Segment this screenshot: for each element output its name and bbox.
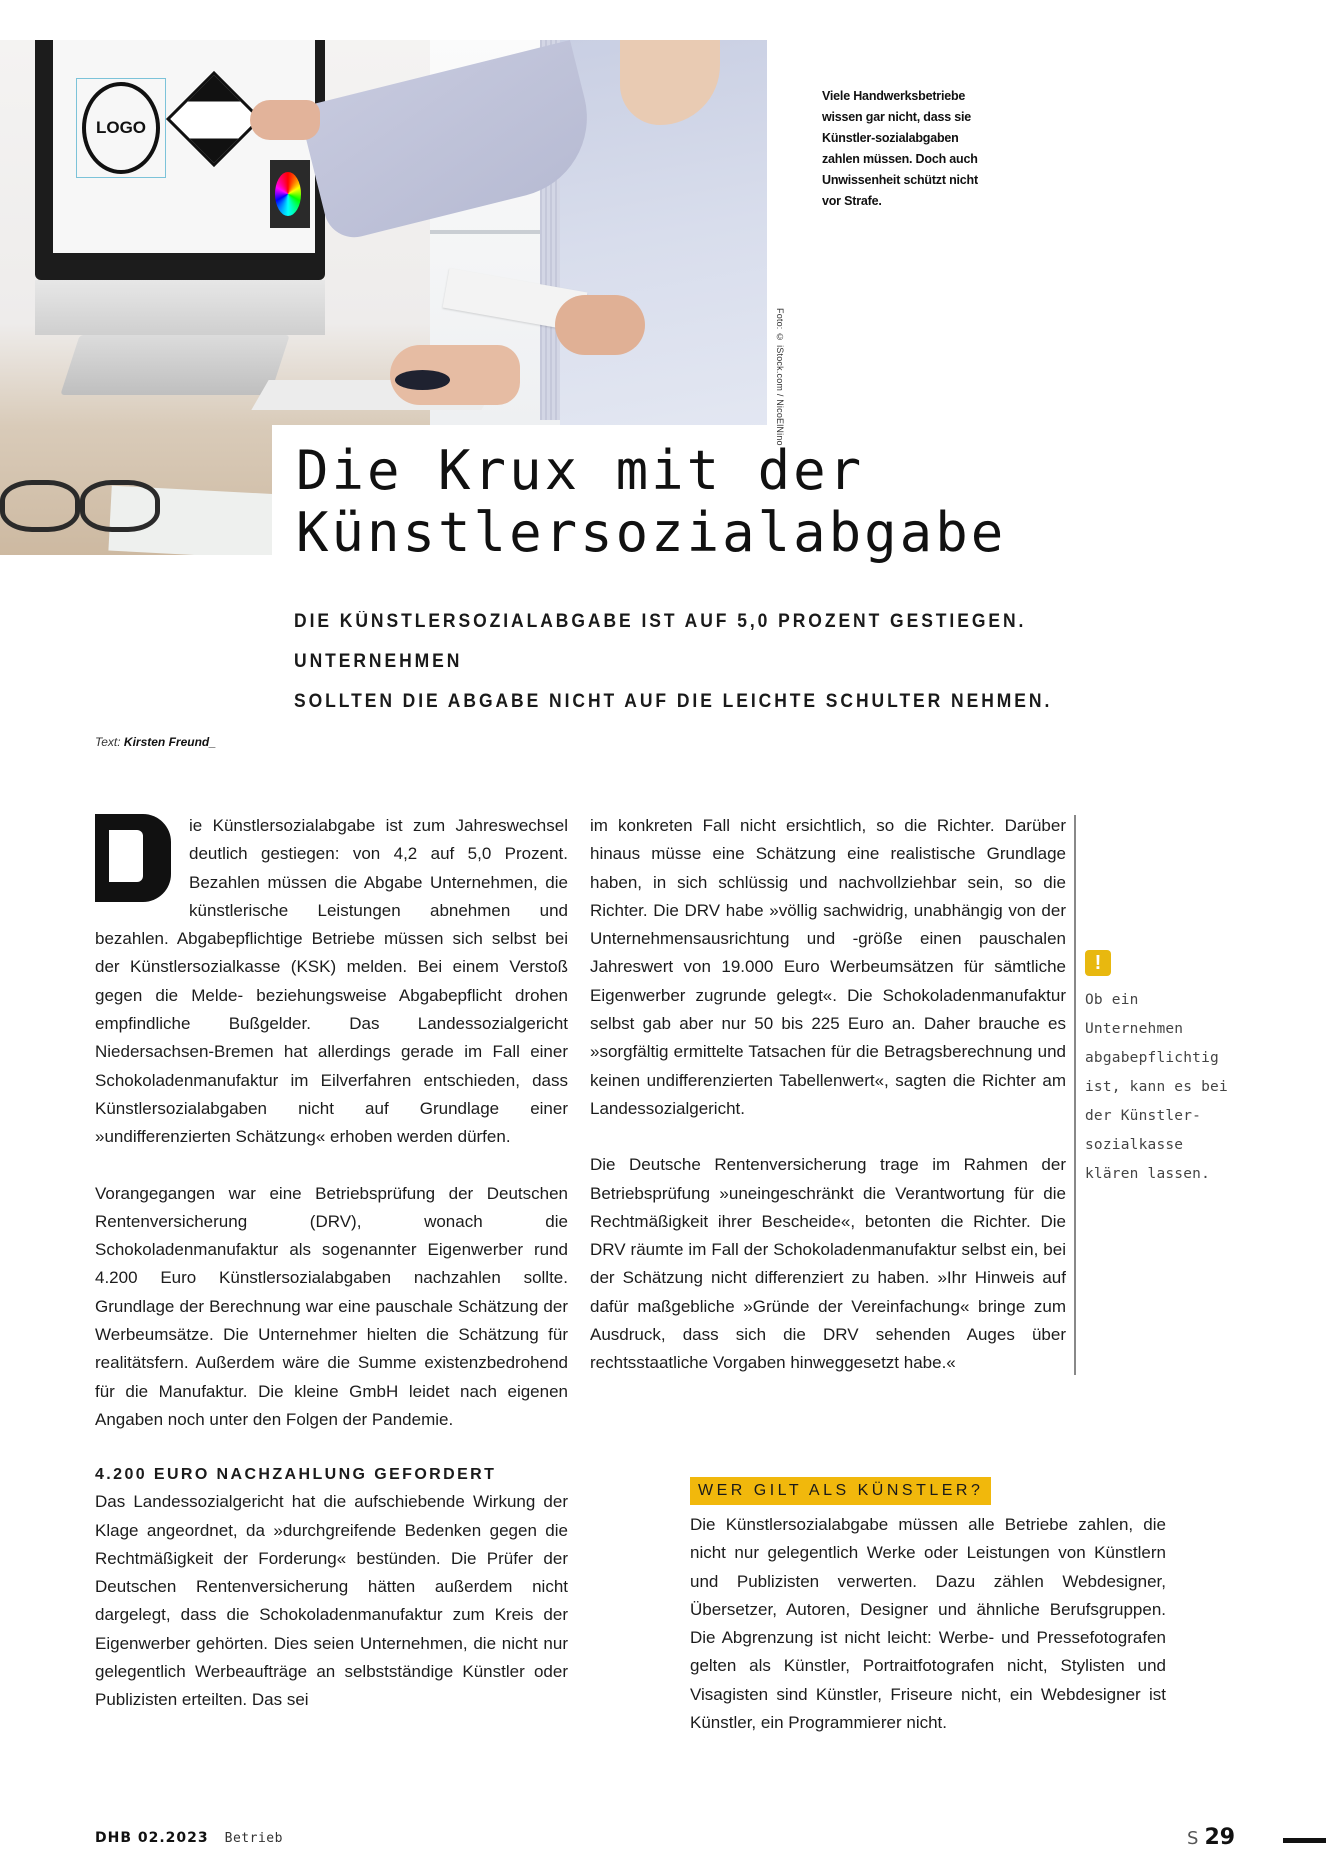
dek-line-2: SOLLTEN DIE ABGABE NICHT AUF DIE LEICHTE SCHULTER NEHMEN.: [294, 691, 1053, 712]
sidenote-text: Ob ein Unternehmen abgabepflichtig ist, kann es bei der Künstler-sozialkasse klären lassen.: [1085, 992, 1228, 1182]
headline-line-1: Die Krux mit der: [296, 439, 865, 502]
infobox-heading: WER GILT ALS KÜNSTLER?: [690, 1477, 991, 1505]
article-paragraph: Vorangegangen war eine Betriebsprüfung der Deutschen Rentenversicherung (DRV), wonach die Schokoladenmanufaktur als sogenannter Eigenwerber rund 4.200 Euro Künstlersozialabgaben nachzahlen sollte. Grundlage der Berechnung war eine pauschale Schätzung der Werbeumsätze. Die Unternehmer hielten die Schätzung für realitätsfern. Außerdem wäre die Summe existenzbedrohend für die Manufaktur. Die kleine GmbH leidet nach eigenen Angaben noch unter den Folgen der Pandemie.: [95, 1183, 568, 1429]
dek: [294, 602, 1122, 722]
image-caption: Viele Handwerksbetriebe wissen gar nicht, dass sie Künstler-sozialabgaben zahlen müssen. Doch auch Unwissenheit schützt nicht vor Strafe.: [822, 89, 978, 208]
byline-prefix: Text:: [95, 735, 121, 749]
dek-line-1: DIE KÜNSTLERSOZIALABGABE IST AUF 5,0 PROZENT GESTIEGEN. UNTERNEHMEN: [294, 611, 1027, 672]
glasses-icon: [0, 470, 160, 525]
article-column-2: [590, 812, 1066, 1406]
section-name: Betrieb: [224, 1831, 283, 1846]
byline-author: Kirsten Freund: [123, 735, 210, 749]
publication-issue: DHB 02.2023: [95, 1830, 209, 1846]
sidenote: [1085, 950, 1235, 1189]
footer-bar: [1283, 1838, 1326, 1843]
infobox-text: Die Künstlersozialabgabe müssen alle Betriebe zahlen, die nicht nur gelegentlich Werke oder Leistungen von Künstlern und Publizisten verwerten. Dazu zählen Webdesigner, Übersetzer, Autoren, Designer und ähnliche Berufsgruppen. Die Abgrenzung ist nicht leicht: Werbe- und Pressefotografen gelten als Künstler, Portraitfotografen nicht, Stylisten und Visagisten sind Künstler, Friseure nicht, ein Webdesigner ist Künstler, ein Programmierer nicht.: [690, 1515, 1166, 1733]
photo-monitor-chin: [35, 280, 325, 335]
column-divider: [1074, 815, 1076, 1375]
article-paragraph: Das Landessozialgericht hat die aufschiebende Wirkung der Klage angeordnet, da »durchgreifende Bedenken gegen die Rechtmäßigkeit der Forderung« bestünden. Die Prüfer der Deutschen Rentenversicherung hätten außerdem nicht dargelegt, dass die Schokoladenmanufaktur zum Kreis der Eigenwerber gehörten. Dies seien Unternehmen, die nicht nur gelegentlich Werbeaufträge an selbstständige Künstler oder Publizisten erteilten. Das sei: [95, 1492, 568, 1710]
article-paragraph: im konkreten Fall nicht ersichtlich, so die Richter. Darüber hinaus müsse eine Schätzung eine realistische Grundlage haben, in sich schlüssig und nachvollziehbar sein, so die Richter. Die DRV habe »völlig sachwidrig, unabhängig von der Unternehmensausrichtung und -größe einen pauschalen Jahreswert von 19.000 Euro Werbeumsätzen für sämtliche Eigenwerber zugrunde gelegt«. Die Schokoladenmanufaktur selbst gab aber nur 50 bis 225 Euro an. Daher brauche es »sorgfältig ermittelte Tatsachen für die Betragsberechnung und keinen undifferenzierten Tabellenwert«, sagten die Richter am Landessozialgericht.: [590, 816, 1066, 1118]
paragraph-text: ie Künstlersozialabgabe ist zum Jahreswechsel deutlich gestiegen: von 4,2 auf 5,0 Prozent. Bezahlen müssen die Abgabe Unternehmen, die künstlerische Leistungen abnehmen und bezahlen. Abgabepflichtige Betriebe müssen sich selbst bei der Künstlersozialkasse (KSK) melden. Bei einem Verstoß gegen die Melde- beziehungsweise Abgabepflicht drohen empfindliche Bußgelder. Das Landessozialgericht Niedersachsen-Bremen hat allerdings gerade im Fall einer Schokoladenmanufaktur im Eilverfahren entschieden, dass Künstlersozialabgaben nicht auf Grundlage einer »undifferenzierten Schätzung« erhoben werden dürfen.: [95, 816, 568, 1147]
page-prefix: S: [1187, 1828, 1199, 1849]
photo-monitor-stand: [60, 335, 289, 395]
screen-logo-round: [82, 82, 160, 174]
headline-line-2: Künstlersozialabgabe: [296, 501, 1007, 564]
photo-pointing-hand: [250, 100, 320, 140]
byline: [95, 735, 216, 749]
section-subhead: 4.200 EURO NACHZAHLUNG GEFORDERT: [95, 1466, 497, 1484]
page-number: [1187, 1825, 1235, 1850]
page-number-value: 29: [1204, 1825, 1236, 1850]
headline: [296, 440, 1196, 564]
photo-mouse: [395, 370, 450, 390]
selection-box: [76, 78, 166, 178]
article-paragraph: Die Deutsche Rentenversicherung trage im Rahmen der Betriebsprüfung »uneingeschränkt die Verantwortung für die Rechtmäßigkeit ihrer Bescheide«, betonten die Richter. Die DRV räumte im Fall der Schokoladenmanufaktur selbst ein, bei der Schätzung nicht differenziert zu haben. »Ihr Hinweis auf dafür maßgebliche »Gründe der Vereinfachung« bringe zum Ausdruck, dass sich die DRV sehenden Auges über rechtsstaatliche Vorgaben hinweggesetzt habe.«: [590, 1155, 1066, 1373]
article-column-1: [95, 812, 568, 1743]
color-wheel-icon: [270, 160, 310, 228]
exclamation-icon: !: [1085, 950, 1111, 976]
byline-suffix: _: [209, 735, 216, 749]
footer-publication: [95, 1830, 283, 1846]
dropcap: [95, 814, 171, 902]
article-paragraph: [95, 812, 568, 1152]
screen-logo-text: LOGO: [95, 118, 147, 137]
photo-hand-paper: [555, 295, 645, 355]
infobox: [690, 1477, 1166, 1765]
photo-credit: Foto: © iStock.com / NicoElNino: [775, 308, 785, 446]
